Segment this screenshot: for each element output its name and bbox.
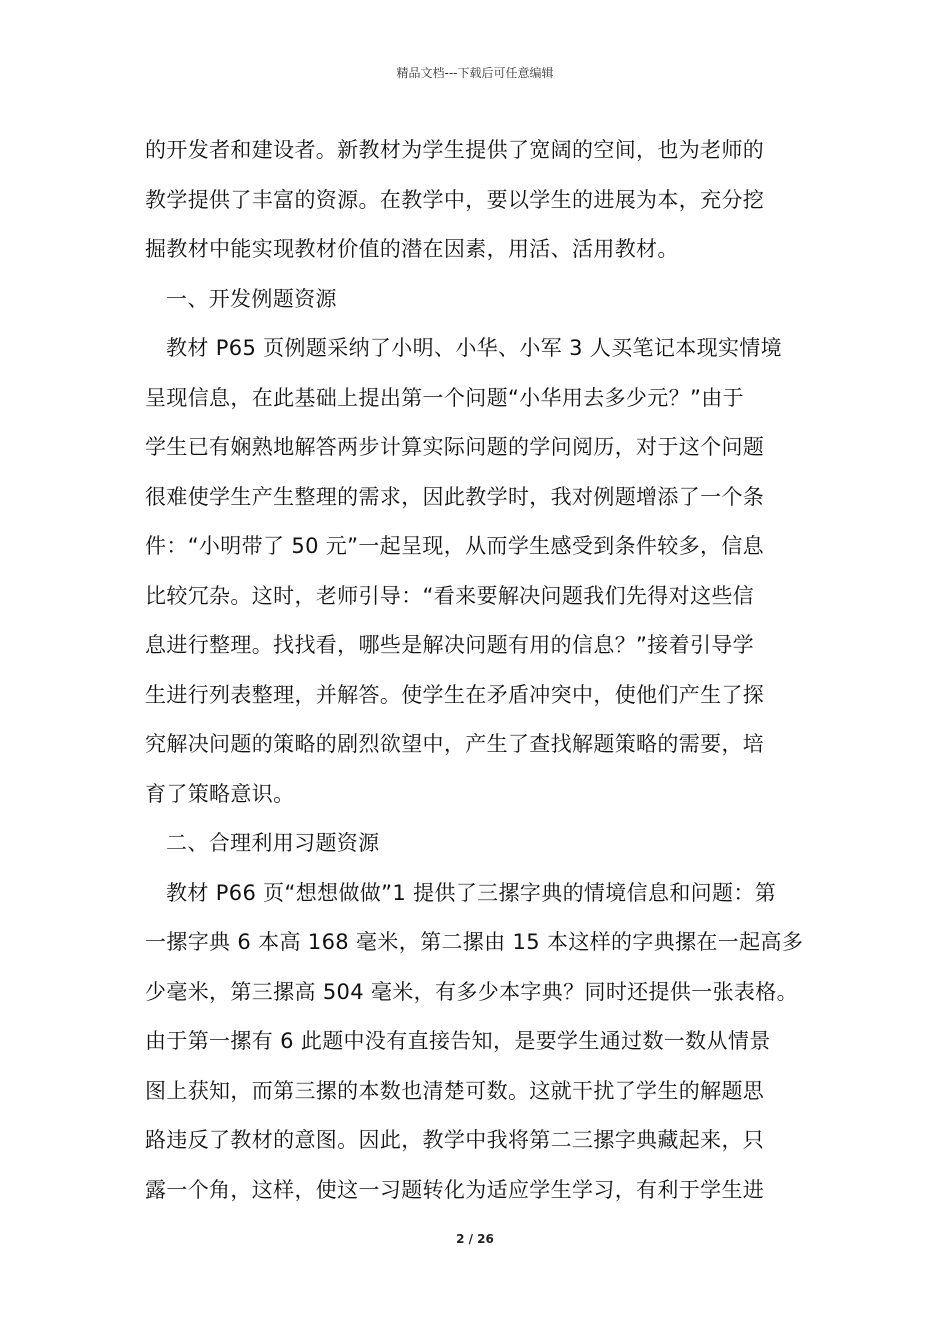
paragraph-2-line: 很难使学生产生整理的需求，因此教学时，我对例题增添了一个条 xyxy=(145,484,765,509)
paragraph-2-line: 息进行整理。找找看，哪些是解决问题有用的信息？”接着引导学 xyxy=(145,633,755,657)
section-heading-1: 一、开发例题资源 xyxy=(166,286,337,311)
paragraph-3-line: 一摞字典 6 本高 168 毫米，第二摞由 15 本这样的字典摞在一起高多 xyxy=(145,930,804,954)
paragraph-2-line: 呈现信息，在此基础上提出第一个问题“小华用去多少元？”由于 xyxy=(145,385,744,410)
paragraph-2-line: 育了策略意识。 xyxy=(145,781,295,806)
paragraph-2-line: 比较冗杂。这时，老师引导：“看来要解决问题我们先得对这些信 xyxy=(145,583,755,608)
paragraph-3-line: 由于第一摞有 6 此题中没有直接告知，是要学生通过数一数从情景 xyxy=(145,1029,771,1053)
paragraph-3 xyxy=(145,869,810,1216)
paragraph-3-line: 图上获知，而第三摞的本数也清楚可数。这就干扰了学生的解题思 xyxy=(145,1078,765,1103)
paragraph-1-line: 教学提供了丰富的资源。在教学中，要以学生的进展为本，充分挖 xyxy=(145,187,765,212)
paragraph-3-line: 少毫米，第三摞高 504 毫米，有多少本字典？同时还提供一张表格。 xyxy=(145,979,798,1004)
paragraph-1-line: 掘教材中能实现教材价值的潜在因素，用活、活用教材。 xyxy=(145,237,679,261)
paragraph-2-line: 学生已有娴熟地解答两步计算实际问题的学问阅历，对于这个问题 xyxy=(145,435,765,459)
paragraph-1 xyxy=(145,126,810,275)
page-number: 2 / 26 xyxy=(456,1232,494,1246)
paragraph-3-line: 教材 P66 页“想想做做”1 提供了三摞字典的情境信息和问题：第 xyxy=(166,880,777,905)
section-heading-2: 二、合理利用习题资源 xyxy=(166,831,380,855)
paragraph-1-line: 的开发者和建设者。新教材为学生提供了宽阔的空间，也为老师的 xyxy=(145,138,765,162)
document-body xyxy=(145,126,810,1215)
paragraph-2-line: 教材 P65 页例题采纳了小明、小华、小军 3 人买笔记本现实情境 xyxy=(166,336,782,360)
paragraph-3-line: 路违反了教材的意图。因此，教学中我将第二三摞字典藏起来，只 xyxy=(145,1128,765,1152)
paragraph-2-line: 究解决问题的策略的剧烈欲望中，产生了查找解题策略的需要，培 xyxy=(145,732,765,756)
paragraph-2 xyxy=(145,324,810,819)
paragraph-3-line: 露一个角，这样，使这一习题转化为适应学生学习，有利于学生进 xyxy=(145,1177,765,1202)
paragraph-2-line: 生进行列表整理，并解答。使学生在矛盾冲突中，使他们产生了探 xyxy=(145,682,765,707)
page-header: 精品文档---下载后可任意编辑 xyxy=(396,66,554,80)
paragraph-2-line: 件：“小明带了 50 元”一起呈现，从而学生感受到条件较多，信息 xyxy=(145,534,765,558)
